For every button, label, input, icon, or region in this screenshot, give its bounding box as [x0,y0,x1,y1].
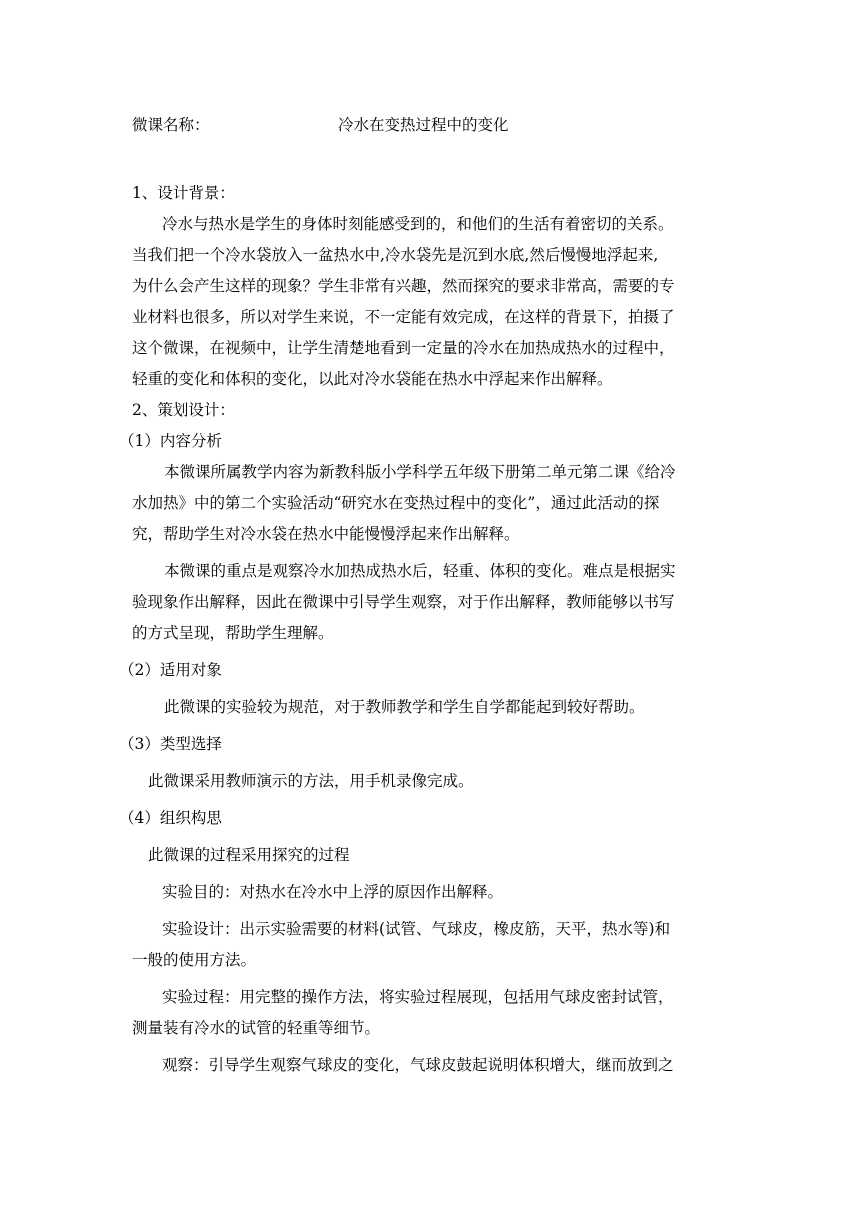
paragraph-line: 业材料也很多，所以对学生来说，不一定能有效完成，在这样的背景下，拍摄了 [132,308,675,326]
course-title: 冷水在变热过程中的变化 [338,116,509,134]
paragraph-line: 测量装有冷水的试管的轻重等细节。 [132,1019,381,1037]
paragraph-line: 轻重的变化和体积的变化，以此对冷水袋能在热水中浮起来作出解释。 [132,370,613,388]
paragraph-line: 水加热》中的第二个实验活动“研究水在变热过程中的变化”，通过此活动的探 [132,494,660,512]
paragraph-line: 观察：引导学生观察气球皮的变化，气球皮鼓起说明体积增大，继而放到之 [162,1056,674,1074]
paragraph-line: 此微课采用教师演示的方法，用手机录像完成。 [148,772,474,790]
paragraph-line: 实验设计：出示实验需要的材料(试管、气球皮，橡皮筋，天平，热水等)和 [162,920,671,938]
paragraph-line: 本微课所属教学内容为新教科版小学科学五年级下册第二单元第二课《给冷 [164,463,676,481]
section-heading-background: 1、设计背景： [132,184,235,202]
paragraph-line: 为什么会产生这样的现象？学生非常有兴趣，然而探究的要求非常高，需要的专 [132,277,675,295]
course-name-label: 微课名称： [132,116,210,134]
paragraph-line: 本微课的重点是观察冷水加热成热水后，轻重、体积的变化。难点是根据实 [164,562,676,580]
paragraph-line: 当我们把一个冷水袋放入一盆热水中,冷水袋先是沉到水底,然后慢慢地浮起来, [132,246,659,264]
paragraph-line: 此微课的实验较为规范，对于教师教学和学生自学都能起到较好帮助。 [164,698,645,716]
subsection-heading-structure: （4）组织构思 [119,809,222,827]
paragraph-line: 验现象作出解释，因此在微课中引导学生观察，对于作出解释，教师能够以书写 [132,593,675,611]
subsection-heading-audience: （2）适用对象 [119,661,222,679]
subsection-heading-content: （1）内容分析 [119,432,222,450]
paragraph-line: 冷水与热水是学生的身体时刻能感受到的，和他们的生活有着密切的关系。 [162,215,674,233]
paragraph-line: 此微课的过程采用探究的过程 [148,846,350,864]
title-row [132,113,732,139]
paragraph-line: 的方式呈现，帮助学生理解。 [132,624,334,642]
paragraph-line: 一般的使用方法。 [132,951,257,969]
paragraph-line: 实验过程：用完整的操作方法，将实验过程展现，包括用气球皮密封试管， [162,988,674,1006]
paragraph-line: 实验目的：对热水在冷水中上浮的原因作出解释。 [162,883,504,901]
subsection-heading-type: （3）类型选择 [119,735,222,753]
paragraph-line: 这个微课，在视频中，让学生清楚地看到一定量的冷水在加热成热水的过程中， [132,339,675,357]
section-heading-design: 2、策划设计： [132,401,235,419]
paragraph-line: 究，帮助学生对冷水袋在热水中能慢慢浮起来作出解释。 [132,525,520,543]
document-body [119,178,737,1081]
